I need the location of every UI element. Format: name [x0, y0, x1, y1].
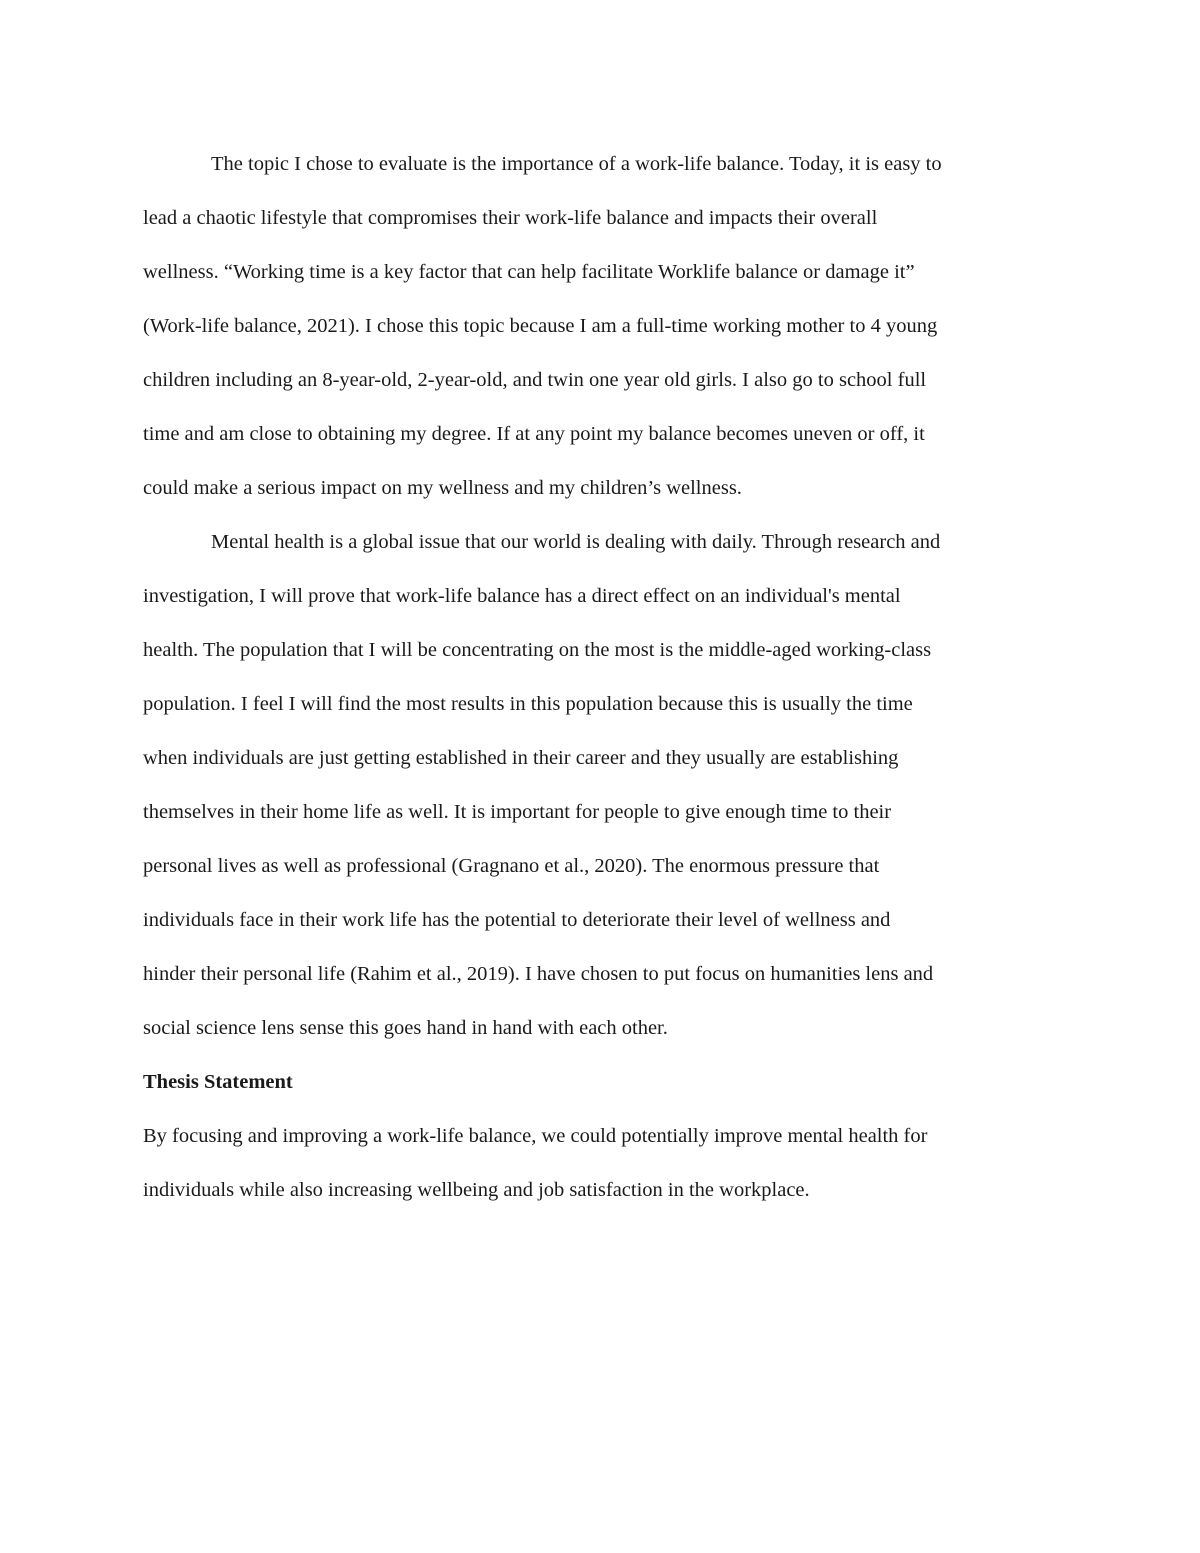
- paragraph-topic: [143, 137, 1055, 515]
- text-line: individuals face in their work life has the potential to deteriorate their level of wellness and: [143, 909, 891, 931]
- text-line: personal lives as well as professional (Gragnano et al., 2020). The enormous pressure that: [143, 855, 880, 877]
- text-line: social science lens sense this goes hand in hand with each other.: [143, 1017, 668, 1039]
- text-line: By focusing and improving a work-life balance, we could potentially improve mental health for: [143, 1125, 928, 1147]
- section-heading: Thesis Statement: [143, 1071, 293, 1093]
- document-body: [143, 137, 1055, 1217]
- text-line: (Work-life balance, 2021). I chose this topic because I am a full-time working mother to 4 young: [143, 315, 938, 337]
- text-line: themselves in their home life as well. It is important for people to give enough time to their: [143, 801, 892, 823]
- text-line: wellness. “Working time is a key factor that can help facilitate Worklife balance or damage it”: [143, 261, 915, 283]
- paragraph-thesis: [143, 1109, 1055, 1217]
- text-line: population. I feel I will find the most results in this population because this is usually the time: [143, 693, 913, 715]
- text-line: individuals while also increasing wellbeing and job satisfaction in the workplace.: [143, 1179, 810, 1201]
- text-line: time and am close to obtaining my degree. If at any point my balance becomes uneven or off, it: [143, 423, 925, 445]
- text-line: investigation, I will prove that work-life balance has a direct effect on an individual's mental: [143, 585, 901, 607]
- text-line: when individuals are just getting established in their career and they usually are establishing: [143, 747, 899, 769]
- text-line: Mental health is a global issue that our world is dealing with daily. Through research and: [211, 531, 941, 553]
- text-line: lead a chaotic lifestyle that compromises their work-life balance and impacts their overall: [143, 207, 878, 229]
- paragraph-mental-health: [143, 515, 1055, 1055]
- text-line: health. The population that I will be concentrating on the most is the middle-aged working-class: [143, 639, 932, 661]
- text-line: hinder their personal life (Rahim et al., 2019). I have chosen to put focus on humanities lens and: [143, 963, 934, 985]
- text-line: could make a serious impact on my wellness and my children’s wellness.: [143, 477, 742, 499]
- text-line: children including an 8-year-old, 2-year-old, and twin one year old girls. I also go to school full: [143, 369, 927, 391]
- text-line: The topic I chose to evaluate is the importance of a work-life balance. Today, it is easy to: [211, 153, 942, 175]
